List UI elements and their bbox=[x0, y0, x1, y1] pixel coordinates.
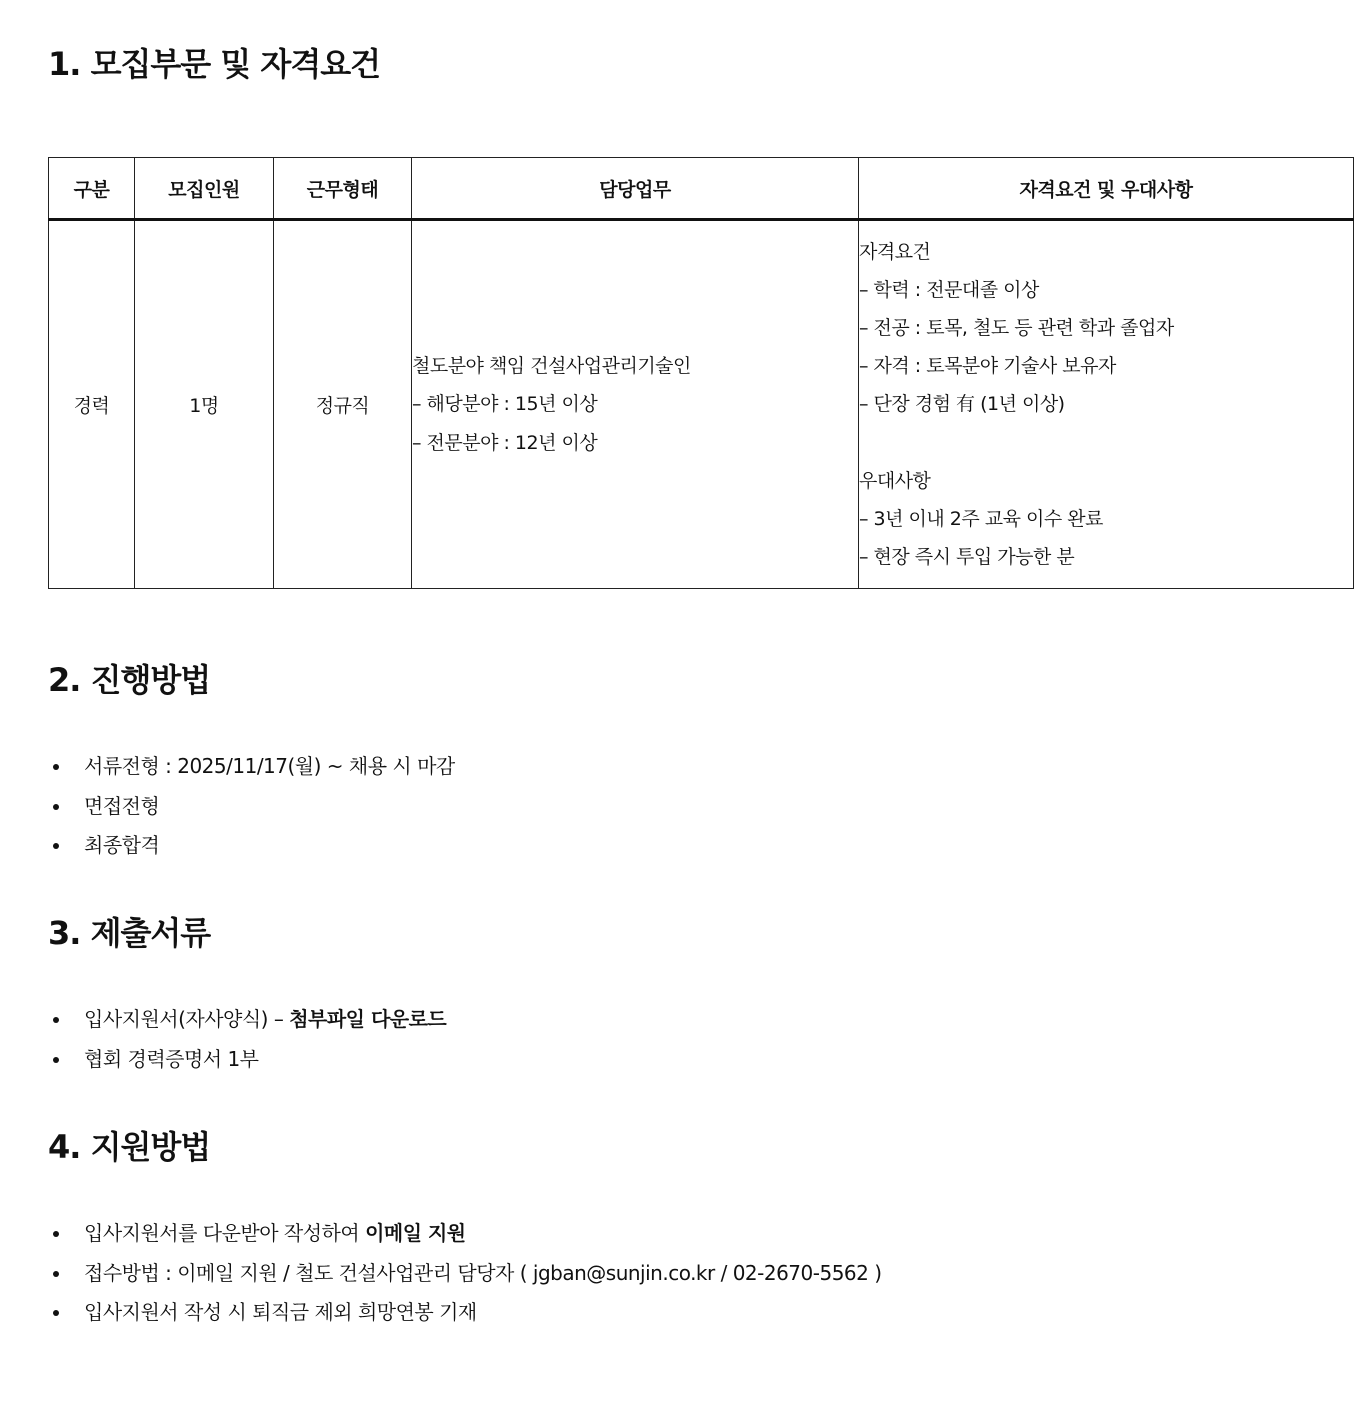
cell-employment: 정규직 bbox=[274, 220, 412, 589]
qualifications-title: 자격요건 bbox=[859, 240, 931, 263]
cell-category: 경력 bbox=[49, 220, 135, 589]
list-item: 협회 경력증명서 1부 bbox=[48, 1040, 446, 1080]
email-apply-emphasis: 이메일 지원 bbox=[365, 1221, 466, 1245]
header-qualifications: 자격요건 및 우대사항 bbox=[859, 158, 1354, 220]
list-item: 접수방법 : 이메일 지원 / 철도 건설사업관리 담당자 ( jgban@sunjin.co.kr / 02-2670-5562 ) bbox=[48, 1254, 882, 1294]
header-employment: 근무형태 bbox=[274, 158, 412, 220]
qualification-line: – 자격 : 토목분야 기술사 보유자 bbox=[859, 355, 1116, 378]
duty-line: – 전문분야 : 12년 이상 bbox=[412, 431, 598, 454]
header-count: 모집인원 bbox=[135, 158, 274, 220]
preference-line: – 3년 이내 2주 교육 이수 완료 bbox=[859, 508, 1103, 530]
qualification-line: – 전공 : 토목, 철도 등 관련 학과 졸업자 bbox=[859, 317, 1174, 339]
cell-qualifications bbox=[859, 220, 1354, 589]
apply-item-text: 입사지원서를 다운받아 작성하여 bbox=[84, 1221, 366, 1245]
list-item bbox=[48, 1000, 446, 1040]
list-item: 면접전형 bbox=[48, 787, 455, 827]
preference-line: – 현장 즉시 투입 가능한 분 bbox=[859, 546, 1075, 569]
section-title-apply: 4. 지원방법 bbox=[48, 1128, 211, 1166]
list-item: 서류전형 : 2025/11/17(월) ~ 채용 시 마감 bbox=[48, 747, 455, 787]
section-title-process: 2. 진행방법 bbox=[48, 661, 211, 699]
duty-line: – 해당분야 : 15년 이상 bbox=[412, 393, 598, 416]
qualification-line: – 학력 : 전문대졸 이상 bbox=[859, 278, 1039, 301]
qualification-spacer bbox=[859, 424, 1353, 462]
recruitment-table bbox=[48, 157, 1354, 589]
process-list bbox=[48, 747, 455, 866]
table-row bbox=[49, 220, 1354, 589]
documents-item-text: 입사지원서(자사양식) – bbox=[84, 1007, 290, 1031]
preferences-title: 우대사항 bbox=[859, 469, 931, 492]
list-item: 입사지원서 작성 시 퇴직금 제외 희망연봉 기재 bbox=[48, 1293, 882, 1333]
header-duties: 담당업무 bbox=[412, 158, 859, 220]
section-title-documents: 3. 제출서류 bbox=[48, 914, 211, 952]
cell-count: 1명 bbox=[135, 220, 274, 589]
documents-list bbox=[48, 1000, 446, 1079]
duty-line: 철도분야 책임 건설사업관리기술인 bbox=[412, 355, 691, 378]
header-category: 구분 bbox=[49, 158, 135, 220]
cell-duties bbox=[412, 220, 859, 589]
table-header-row bbox=[49, 158, 1354, 220]
section-title-recruitment: 1. 모집부문 및 자격요건 bbox=[48, 45, 381, 83]
apply-list bbox=[48, 1214, 882, 1333]
attachment-download-link[interactable]: 첨부파일 다운로드 bbox=[289, 1007, 447, 1031]
list-item bbox=[48, 1214, 882, 1254]
list-item: 최종합격 bbox=[48, 826, 455, 866]
qualification-line: – 단장 경험 有 (1년 이상) bbox=[859, 393, 1065, 416]
